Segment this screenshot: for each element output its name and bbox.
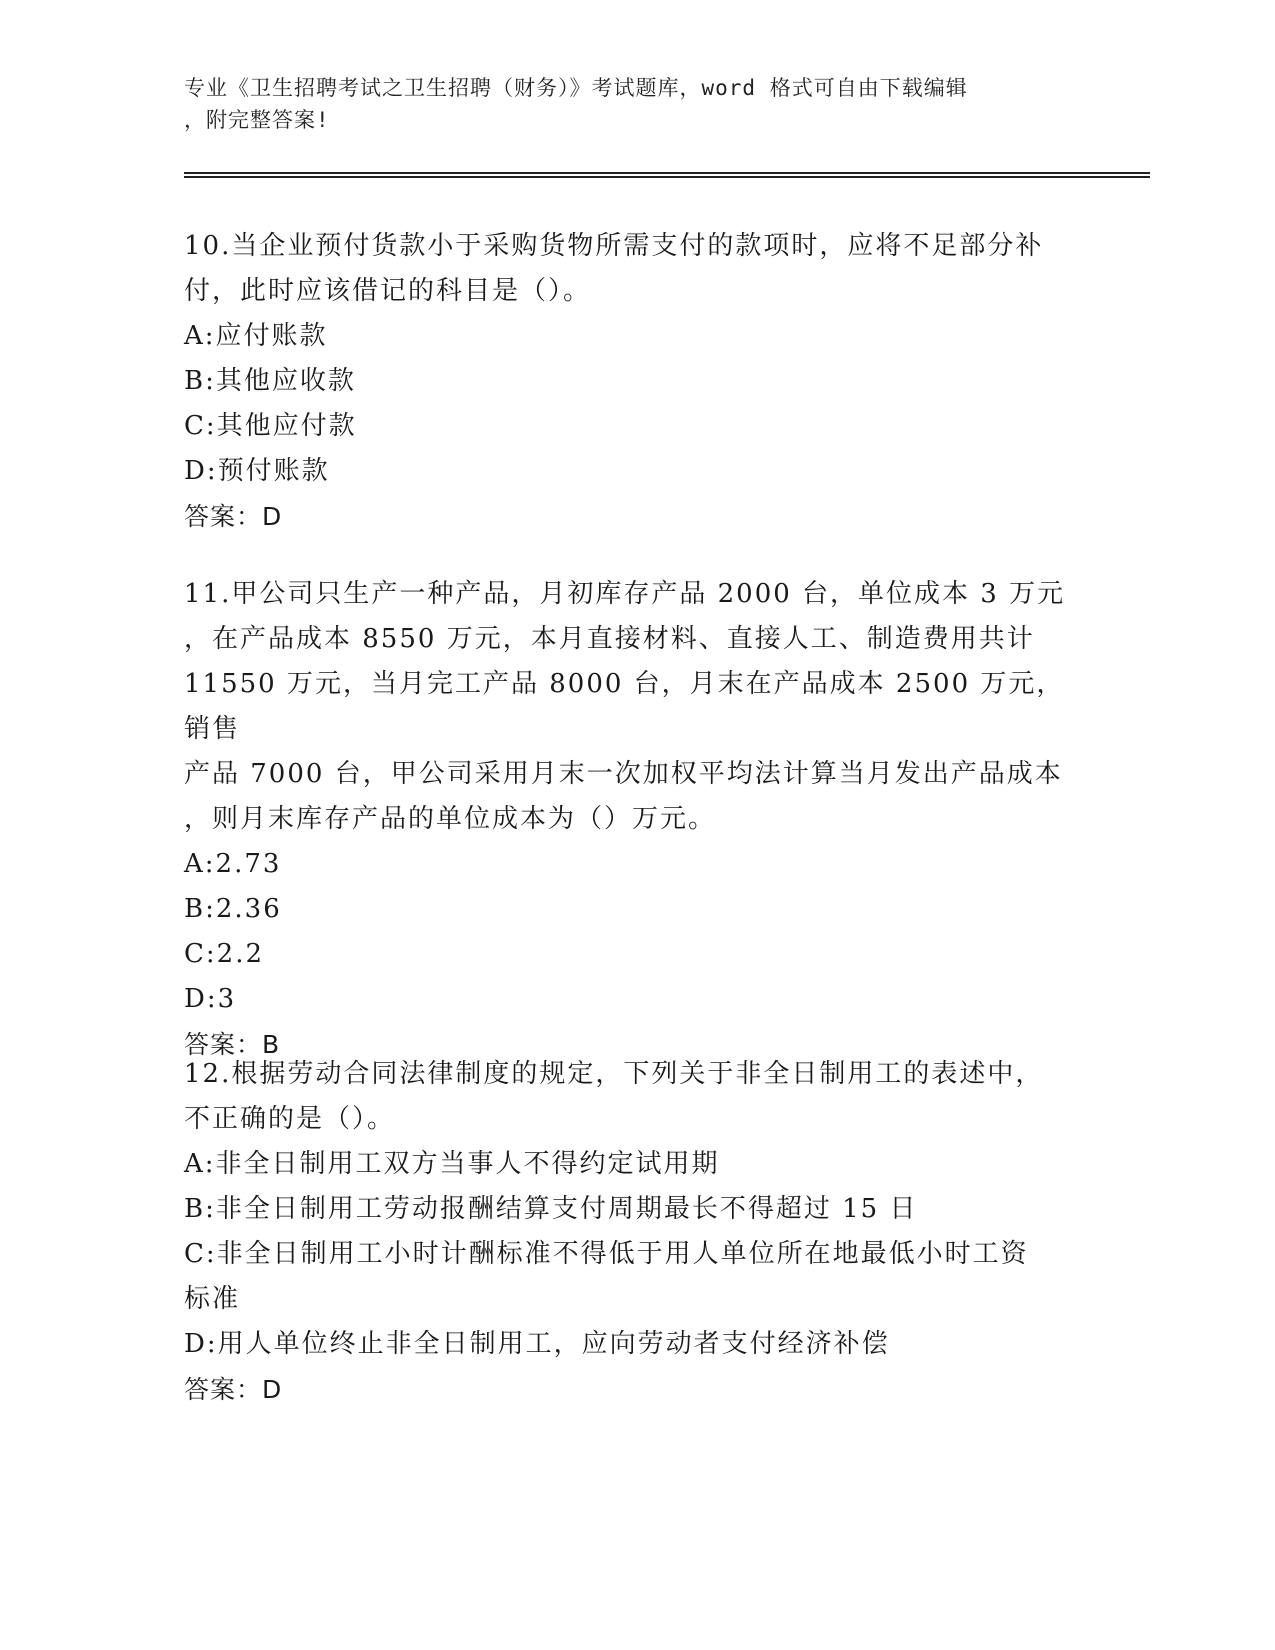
option-key: D: [184,456,218,486]
option-d [184,1322,1084,1367]
question-stem-line: 产品 7000 台，甲公司采用月末一次加权平均法计算当月发出产品成本 [184,759,1063,789]
option-text: 用人单位终止非全日制用工，应向劳动者支付经济补偿 [217,1329,890,1359]
option-text: 非全日制用工小时计酬标准不得低于用人单位所在地最低小时工资 [216,1239,1029,1269]
option-a [184,1142,1084,1187]
option-text: 应付账款 [215,321,328,351]
option-text: 2.36 [215,894,282,924]
option-text: 非全日制用工双方当事人不得约定试用期 [215,1149,720,1179]
header-line-1: 专业《卫生招聘考试之卫生招聘（财务）》考试题库，word 格式可自由下载编辑 [184,76,968,100]
option-text: 预付账款 [217,456,330,486]
answer-label: 答案： [184,1030,263,1059]
option-a [184,842,1084,887]
option-key: D: [184,1329,218,1359]
option-c [184,404,1084,449]
option-key: A: [184,1149,216,1179]
question-stem-line: 12.根据劳动合同法律制度的规定，下列关于非全日制用工的表述中， [184,1059,1044,1089]
option-text: 2.2 [216,939,265,969]
option-key: C: [184,411,217,441]
option-key: A: [184,321,216,351]
option-text: 其他应付款 [216,411,357,441]
question-stem-line: 11.甲公司只生产一种产品，月初库存产品 2000 台，单位成本 3 万元 [184,579,1066,609]
answer-value: B [262,1030,281,1059]
answer-label: 答案： [184,1375,263,1404]
option-b [184,887,1084,932]
option-c-continuation: 标准 [184,1284,241,1314]
option-text: 3 [217,984,237,1014]
question-12 [184,1052,1084,1412]
answer-label: 答案： [184,502,263,531]
question-stem-line: ，在产品成本 8550 万元，本月直接材料、直接人工、制造费用共计 [184,624,1035,654]
option-b [184,359,1084,404]
question-11 [184,572,1084,1067]
option-c [184,932,1084,977]
option-key: D: [184,984,218,1014]
option-key: B: [184,366,216,396]
answer-value: D [262,502,283,531]
option-text: 其他应收款 [215,366,356,396]
option-c [184,1232,1084,1277]
question-stem-line: 11550 万元，当月完工产品 8000 台，月末在产品成本 2500 万元，销售 [184,669,1065,744]
option-a [184,314,1084,359]
option-key: A: [184,849,216,879]
question-stem-line: 付，此时应该借记的科目是（）。 [184,276,592,306]
option-key: B: [184,1194,216,1224]
question-10 [184,224,1084,539]
option-key: B: [184,894,216,924]
question-stem-line: 不正确的是（）。 [184,1104,396,1134]
option-b [184,1187,1084,1232]
option-d [184,977,1084,1022]
option-text: 非全日制用工劳动报酬结算支付周期最长不得超过 15 日 [215,1194,918,1224]
document-header [184,72,1064,136]
question-stem-line: 10.当企业预付货款小于采购货物所需支付的款项时，应将不足部分补 [184,231,1044,261]
option-key: C: [184,1239,217,1269]
question-stem-line: ，则月末库存产品的单位成本为（）万元。 [184,804,717,834]
option-key: C: [184,939,217,969]
header-divider [184,172,1150,178]
answer-line [184,1367,1084,1412]
answer-value: D [262,1375,283,1404]
option-text: 2.73 [215,849,282,879]
header-line-2: ，附完整答案! [184,108,330,132]
option-d [184,449,1084,494]
answer-line [184,494,1084,539]
